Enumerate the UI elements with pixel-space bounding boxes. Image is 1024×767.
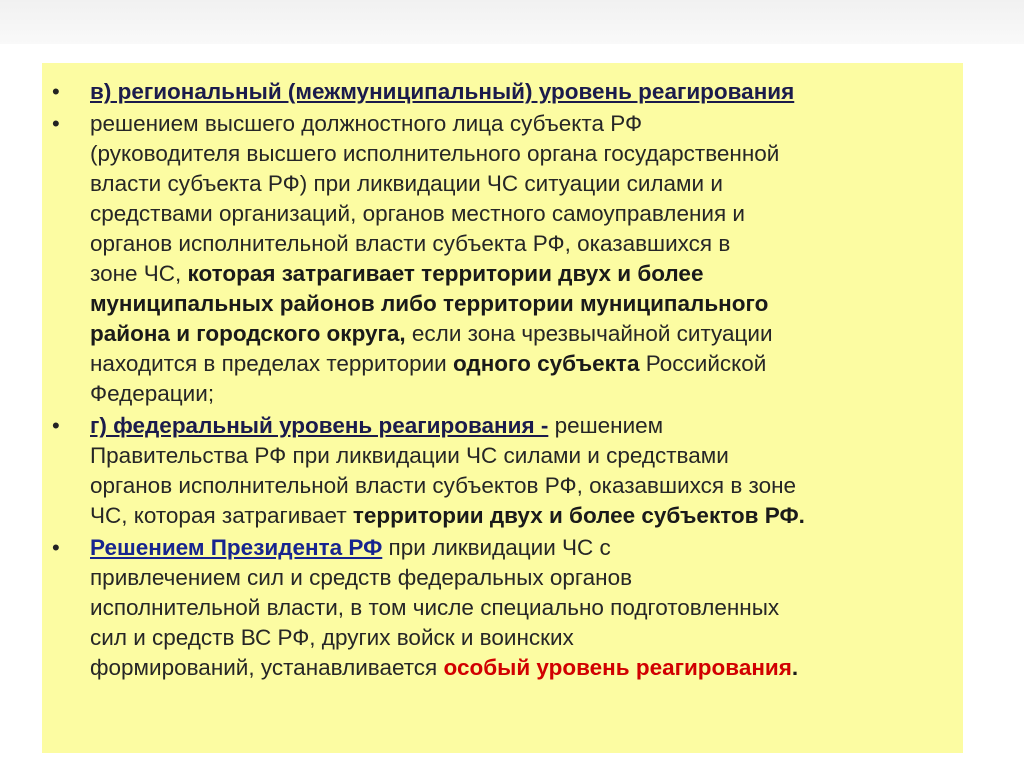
federal-text-bold: территории двух и более субъектов РФ. <box>352 503 805 528</box>
special-level-highlight: особый уровень реагирования <box>443 655 792 680</box>
federal-level-heading: г) федеральный уровень реагирования - <box>90 413 549 438</box>
regional-text-bold-2: одного субъекта <box>452 351 640 376</box>
president-decision-heading: Решением Президента РФ <box>90 535 383 560</box>
regional-text-part-2: если зона чрезвычайной ситуации находится в пределах территории <box>90 321 773 376</box>
list-item-regional-heading <box>52 77 958 107</box>
window-top-strip <box>0 0 1024 44</box>
list-item-federal <box>52 411 958 531</box>
regional-text-bold-1: которая затрагивает территории двух и более муниципальных районов либо территории муниципального района и городского округа, <box>90 261 769 346</box>
bullet-icon: • <box>52 79 60 104</box>
bullet-list <box>52 77 958 685</box>
president-text-end: . <box>791 655 799 680</box>
bullet-icon: • <box>52 111 60 136</box>
federal-text-part-1: решением Правительства РФ при ликвидации ЧС силами и средствами органов исполнительной власти субъектов РФ, оказавшихся в зоне ЧС, которая затрагивает <box>90 413 797 528</box>
bullet-icon: • <box>52 535 60 560</box>
slide <box>42 63 963 753</box>
regional-text-part-3: Российской Федерации; <box>90 351 767 406</box>
regional-level-heading: в) региональный (межмуниципальный) уровень реагирования <box>90 79 795 104</box>
regional-text-part-1: решением высшего должностного лица субъекта РФ (руководителя высшего исполнительного органа государственной власти субъекта РФ) при ликвидации ЧС ситуации силами и средствами организаций, органов местного самоуправления и органов исполнительной власти субъекта РФ, оказавшихся в зоне ЧС, <box>90 111 780 286</box>
list-item-regional-text <box>52 109 958 409</box>
bullet-icon: • <box>52 413 60 438</box>
list-item-president <box>52 533 958 683</box>
president-text-part-1: при ликвидации ЧС с привлечением сил и средств федеральных органов исполнительной власти, в том числе специально подготовленных сил и средств ВС РФ, других войск и воинских формирований, устанавливается <box>90 535 780 680</box>
